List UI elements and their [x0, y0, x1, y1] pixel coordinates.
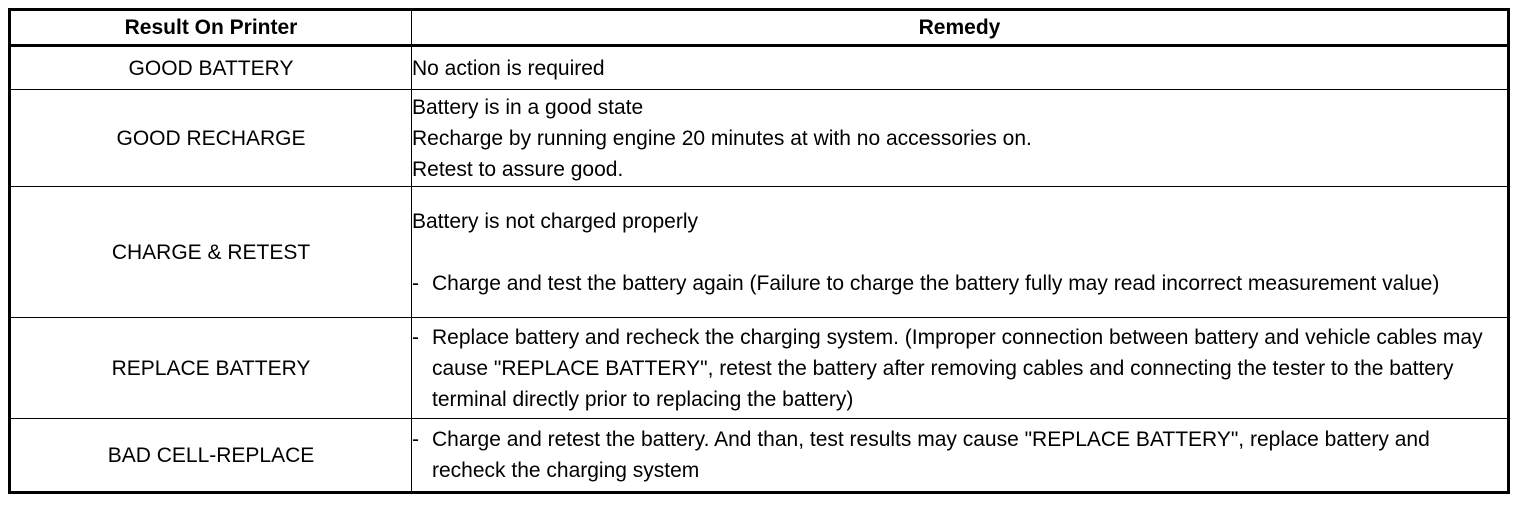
bullet-text: Charge and retest the battery. And than, test results may cause "REPLACE BATTERY", replace battery and recheck the charging system	[432, 428, 1430, 482]
remedy-cell	[412, 187, 1509, 318]
table-row	[10, 90, 1509, 187]
remedy-cell	[412, 419, 1509, 493]
result-cell: GOOD BATTERY	[10, 46, 412, 90]
remedy-line: No action is required	[412, 56, 605, 80]
table-row	[10, 187, 1509, 318]
bullet-text: Replace battery and recheck the charging system. (Improper connection between battery and vehicle cables may cause "REPLACE BATTERY", retest the battery after removing cables and connecting the tester to the battery terminal directly prior to replacing the battery)	[432, 325, 1483, 411]
remedy-intro: Battery is not charged properly	[412, 209, 698, 233]
remedy-cell	[412, 46, 1509, 90]
header-row	[10, 10, 1509, 46]
table-row	[10, 46, 1509, 90]
table-row	[10, 318, 1509, 419]
blank-line	[412, 237, 1507, 268]
bullet-dash: -	[412, 325, 419, 349]
header-result-on-printer: Result On Printer	[10, 10, 412, 46]
remedy-line: Retest to assure good.	[412, 157, 624, 181]
remedy-bullet	[412, 322, 1507, 415]
result-cell: GOOD RECHARGE	[10, 90, 412, 187]
header-remedy: Remedy	[412, 10, 1509, 46]
result-cell: CHARGE & RETEST	[10, 187, 412, 318]
remedy-line: Recharge by running engine 20 minutes at with no accessories on.	[412, 126, 1032, 150]
remedy-cell	[412, 90, 1509, 187]
result-cell: REPLACE BATTERY	[10, 318, 412, 419]
remedy-line: Battery is in a good state	[412, 95, 644, 119]
bullet-dash: -	[412, 271, 419, 295]
result-cell: BAD CELL-REPLACE	[10, 419, 412, 493]
remedy-bullet	[412, 268, 1507, 299]
bullet-dash: -	[412, 428, 419, 451]
battery-test-results-table	[8, 8, 1510, 494]
remedy-bullet	[412, 424, 1507, 486]
table-row	[10, 419, 1509, 493]
remedy-cell	[412, 318, 1509, 419]
bullet-text: Charge and test the battery again (Failure to charge the battery fully may read incorrect measurement value)	[432, 271, 1440, 295]
